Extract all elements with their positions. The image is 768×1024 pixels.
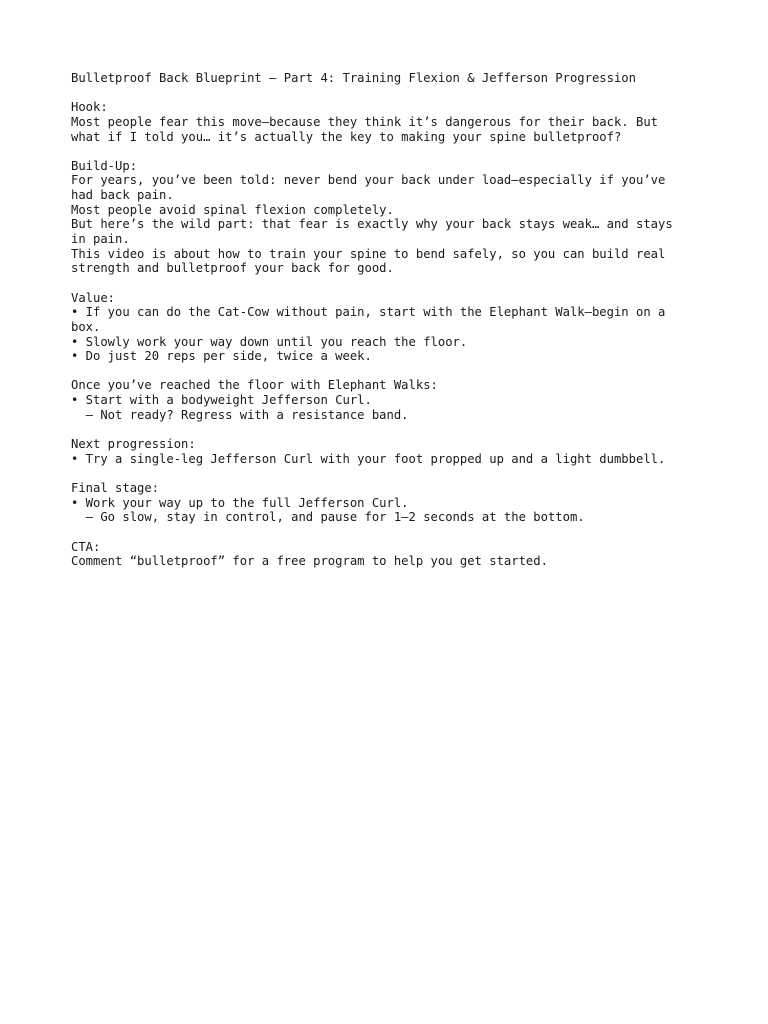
bullet-item: • Do just 20 reps per side, twice a week. [71,349,372,364]
section-heading: CTA: [71,539,101,554]
section-line: Most people fear this move—because they think it’s dangerous for their back. But [71,114,658,129]
document-page [71,71,711,569]
spacer [71,422,711,437]
bullet-item: • Start with a bodyweight Jefferson Curl. [71,393,372,408]
bullet-item: • Slowly work your way down until you reach the floor. [71,334,468,349]
section-final-stage [71,481,711,525]
section-line: Most people avoid spinal flexion completely. [71,202,394,217]
section-value [71,291,711,364]
section-line: Comment “bulletproof” for a free program to help you get started. [71,554,548,569]
section-line: what if I told you… it’s actually the key to making your spine bulletproof? [71,129,622,144]
section-heading: Final stage: [71,480,160,495]
section-line: in pain. [71,232,130,247]
section-hook [71,100,711,144]
spacer [71,364,711,379]
section-heading: Hook: [71,100,108,115]
sub-bullet-item: – Not ready? Regress with a resistance band. [71,407,409,422]
section-cta [71,540,711,569]
spacer [71,525,711,540]
section-heading: Next progression: [71,437,196,452]
section-heading: Build-Up: [71,158,138,173]
section-line: had back pain. [71,188,174,203]
sub-bullet-item: – Go slow, stay in control, and pause for 1–2 seconds at the bottom. [71,510,585,525]
spacer [71,86,711,101]
bullet-item: • Try a single-leg Jefferson Curl with your foot propped up and a light dumbbell. [71,451,666,466]
spacer [71,276,711,291]
bullet-item: • Work your way up to the full Jefferson Curl. [71,495,409,510]
spacer [71,466,711,481]
section-build-up [71,159,711,276]
spacer [71,144,711,159]
section-line: For years, you’ve been told: never bend your back under load—especially if you’ve [71,173,666,188]
section-heading: Once you’ve reached the floor with Elephant Walks: [71,378,438,393]
section-line: This video is about how to train your spine to bend safely, so you can build real [71,246,666,261]
bullet-item: • If you can do the Cat-Cow without pain, start with the Elephant Walk—begin on a [71,305,666,320]
document-title: Bulletproof Back Blueprint – Part 4: Training Flexion & Jefferson Progression [71,71,636,85]
section-line: strength and bulletproof your back for good. [71,261,394,276]
section-line: But here’s the wild part: that fear is exactly why your back stays weak… and stays [71,217,673,232]
bullet-item: box. [71,319,101,334]
section-heading: Value: [71,290,116,305]
section-floor-reached [71,378,711,422]
section-next-progression [71,437,711,466]
